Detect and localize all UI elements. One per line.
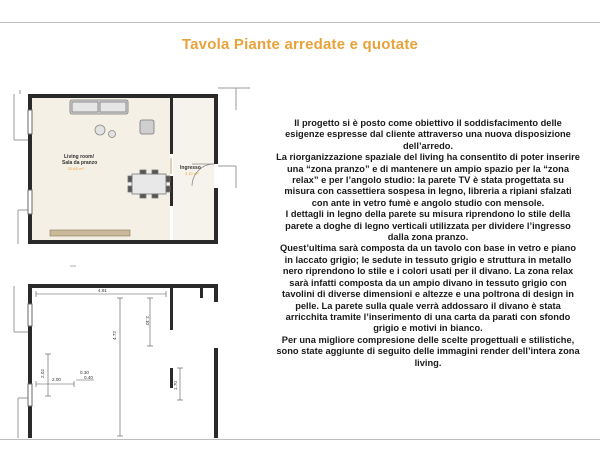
sofa: [70, 100, 128, 114]
room-label-entry: Ingresso: [180, 165, 201, 171]
dimension-top: 4.91: [98, 288, 107, 293]
room-label-dining: Sala da pranzo: [62, 160, 98, 166]
room-area-entry: 3,10 m²: [185, 171, 199, 176]
room-label-living: Living room/: [64, 154, 94, 160]
description-paragraph: La riorganizzazione spaziale del living ha consentito di poter inserire una “zona pranzo” e di mantenere un ampio spazio per la “zona relax” e per l’angolo studio: la parete TV è stata progettata su misura con cassettiera sospesa in legno, libreria a ripiani sfalzati con ante in vetro fumè e angolo studio con mensole.: [276, 152, 580, 208]
description-paragraph: Quest’ultima sarà composta da un tavolo con base in vetro e piano in laccato grigio; le sedute in tessuto grigio e struttura in metallo nero riprendono lo stile e i colori usati per il divano. La zona relax sarà infatti composta da un ampio divano in tessuto grigio con tavolini di diverse dimensioni e altezze e una poltrona di design in pelle. La parete sulla quale verrà addossaro il divano è stata arricchita tramite l’inserimento di una carta da parati con sfondo grigio e motivi in bianco.: [279, 243, 577, 334]
description-paragraph: Per una migliore compresione delle scelte progettuali e stilistiche, sono state aggiunte di seguito delle immagini render dell’intera zona living.: [276, 334, 580, 368]
description-paragraph: I dettagli in legno della parete su misura riprendono lo stile della parete a doghe di legno verticali utilizzata per dividere l’ingresso dalla zona pranzo.: [285, 209, 571, 243]
page-title: Tavola Piante arredate e quotate: [181, 36, 419, 53]
dimension-small-1: 0.30: [80, 370, 89, 375]
dimensioned-floor-plan: [0, 278, 260, 443]
top-divider: [0, 22, 600, 23]
dimension-center-vertical: 4.72: [112, 331, 117, 340]
dining-table: [128, 170, 170, 198]
dimension-left-vertical: 2.02: [40, 369, 45, 378]
dimension-mid-vertical: 2.10: [145, 316, 150, 325]
dimension-right-vertical: 1.70: [173, 381, 178, 390]
dimension-bottom-left: 2.00: [52, 377, 61, 382]
dimension-small-2: 0.40: [84, 375, 93, 380]
bottom-divider: [0, 439, 600, 440]
project-description: [276, 118, 580, 369]
room-area-living: 25,60 m²: [68, 166, 84, 171]
description-paragraph: Il progetto si è posto come obiettivo il soddisfacimento delle esigenze espresse dal cliente attraverso una nuova disposizione dell’arredo.: [285, 118, 571, 151]
furnished-floor-plan: [0, 80, 260, 270]
